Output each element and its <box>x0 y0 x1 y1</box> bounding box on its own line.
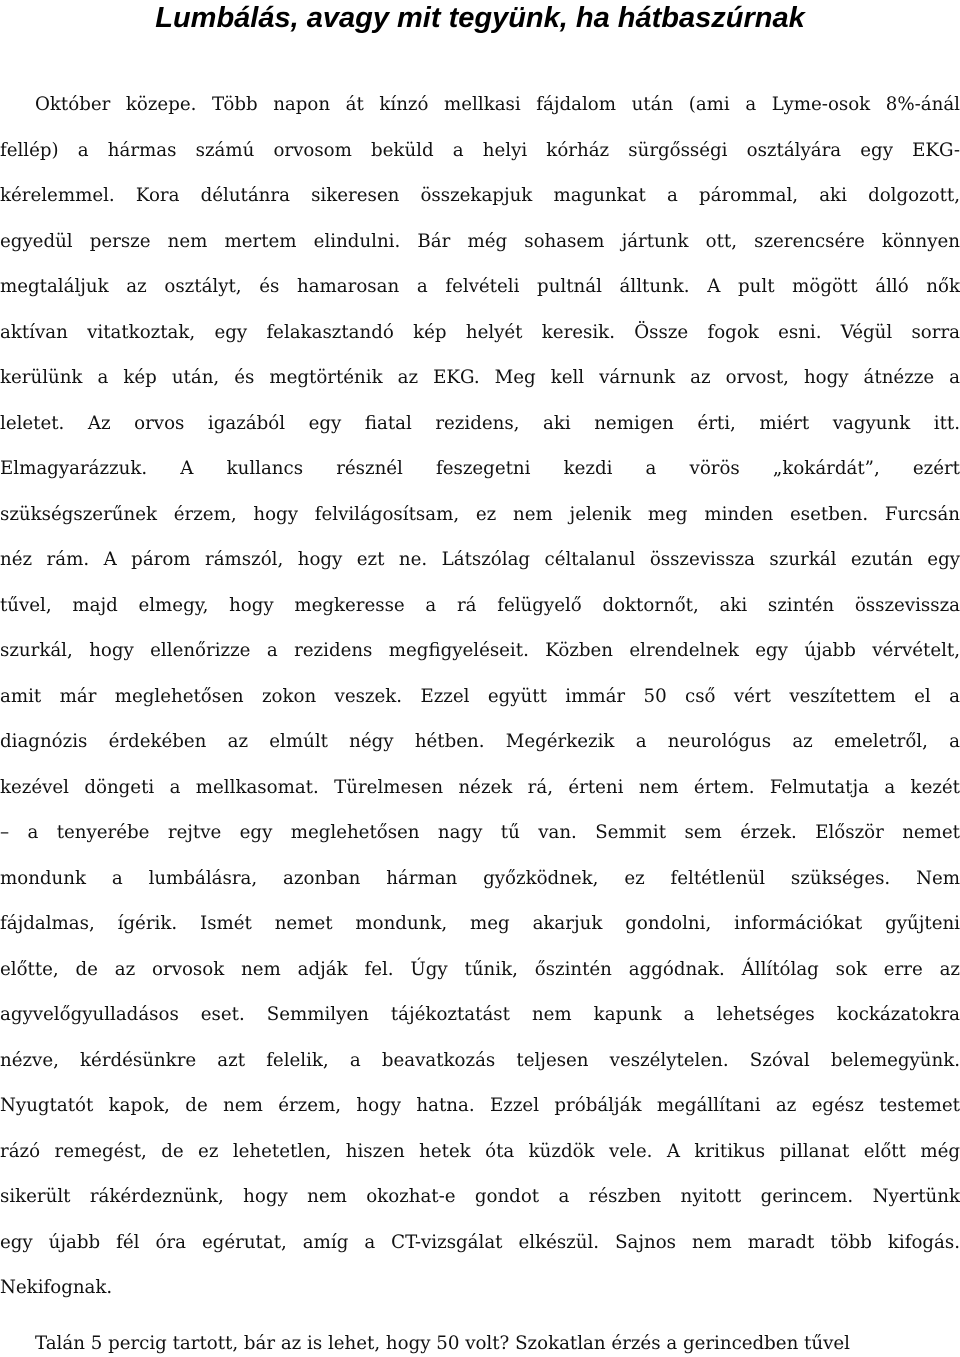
paragraph-line: kerülünk a kép után, és megtörténik az EKG. Meg kell várnunk az orvost, hogy átnézze a <box>0 367 960 388</box>
paragraph-line: aktívan vitatkoztak, egy felakasztandó kép helyét keresik. Össze fogok esni. Végül sorra <box>0 321 960 343</box>
paragraph-line: diagnózis érdekében az elmúlt négy hétben. Megérkezik a neurológus az emeletről, a <box>0 731 960 752</box>
paragraph-line: nézve, kérdésünkre azt felelik, a beavatkozás teljesen veszélytelen. Szóval belemegyünk. <box>0 1049 960 1071</box>
paragraph-line: kezével döngeti a mellkasomat. Türelmesen nézek rá, érteni nem értem. Felmutatja a kezét <box>0 776 960 798</box>
paragraph-line: agyvelőgyulladásos eset. Semmilyen tájékoztatást nem kapunk a lehetséges kockázatokra <box>0 1004 960 1025</box>
paragraph-line: Talán 5 percig tartott, bár az is lehet, hogy 50 volt? Szokatlan érzés a gerincedben tűvel <box>35 1333 850 1354</box>
paragraph-line: amit már meglehetősen zokon veszek. Ezzel együtt immár 50 cső vért veszítettem el a <box>0 685 960 707</box>
paragraph-line: rázó remegést, de ez lehetetlen, hiszen hetek óta küzdök vele. A kritikus pillanat előtt még <box>0 1140 960 1162</box>
paragraph-line: szurkál, hogy ellenőrizze a rezidens megfigyeléseit. Közben elrendelnek egy újabb vérvételt, <box>0 640 960 661</box>
paragraph-line: szükségszerűnek érzem, hogy felvilágosítsam, ez nem jelenik meg minden esetben. Furcsán <box>0 503 960 525</box>
paragraph-line: mondunk a lumbálásra, azonban hárman győzködnek, ez feltétlenül szükséges. Nem <box>0 867 960 889</box>
paragraph-line: sikerült rákérdeznünk, hogy nem okozhat-e gondot a részben nyitott gerincem. Nyertünk <box>0 1186 960 1207</box>
paragraph-line: tűvel, majd elmegy, hogy megkeresse a rá felügyelő doktornőt, aki szintén összevissza <box>0 594 960 616</box>
document-title: Lumbálás, avagy mit tegyünk, ha hátbaszúrnak <box>155 2 805 34</box>
paragraph-2 <box>0 1321 960 1357</box>
paragraph-line: néz rám. A párom rámszól, hogy ezt ne. Látszólag céltalanul összevissza szurkál ezután egy <box>0 549 960 570</box>
paragraph-line: Nekifognak. <box>0 1277 113 1298</box>
paragraph-line: – a tenyerébe rejtve egy meglehetősen nagy tű van. Semmit sem érzek. Először nemet <box>0 822 960 843</box>
paragraph-line: fellép) a hármas számú orvosom beküld a helyi kórház sürgősségi osztályára egy EKG- <box>0 139 960 161</box>
paragraph-line: fájdalmas, ígérik. Ismét nemet mondunk, meg akarjuk gondolni, információkat gyűjteni <box>0 913 960 934</box>
paragraph-1 <box>0 82 960 1311</box>
paragraph-line: megtaláljuk az osztályt, és hamarosan a felvételi pultnál álltunk. A pult mögött álló nők <box>0 276 960 297</box>
paragraph-line: egy újabb fél óra egérutat, amíg a CT-vizsgálat elkészül. Sajnos nem maradt több kifogás. <box>0 1231 960 1253</box>
paragraph-line: Október közepe. Több napon át kínzó mellkasi fájdalom után (ami a Lyme-osok 8%-ánál <box>35 94 960 115</box>
paragraph-line: Elmagyarázzuk. A kullancs résznél feszegetni kezdi a vörös „kokárdát”, ezért <box>0 458 960 479</box>
paragraph-line: Nyugtatót kapok, de nem érzem, hogy hatna. Ezzel próbálják megállítani az egész testemet <box>0 1095 960 1116</box>
paragraph-line: előtte, de az orvosok nem adják fel. Úgy tűnik, őszintén aggódnak. Állítólag sok erre az <box>0 958 960 980</box>
paragraph-line: egyedül persze nem mertem elindulni. Bár még sohasem jártunk ott, szerencsére könnyen <box>0 230 960 252</box>
paragraph-line: leletet. Az orvos igazából egy fiatal rezidens, aki nemigen érti, miért vagyunk itt. <box>0 412 960 434</box>
paragraph-line: kérelemmel. Kora délutánra sikeresen összekapjuk magunkat a párommal, aki dolgozott, <box>0 185 960 206</box>
